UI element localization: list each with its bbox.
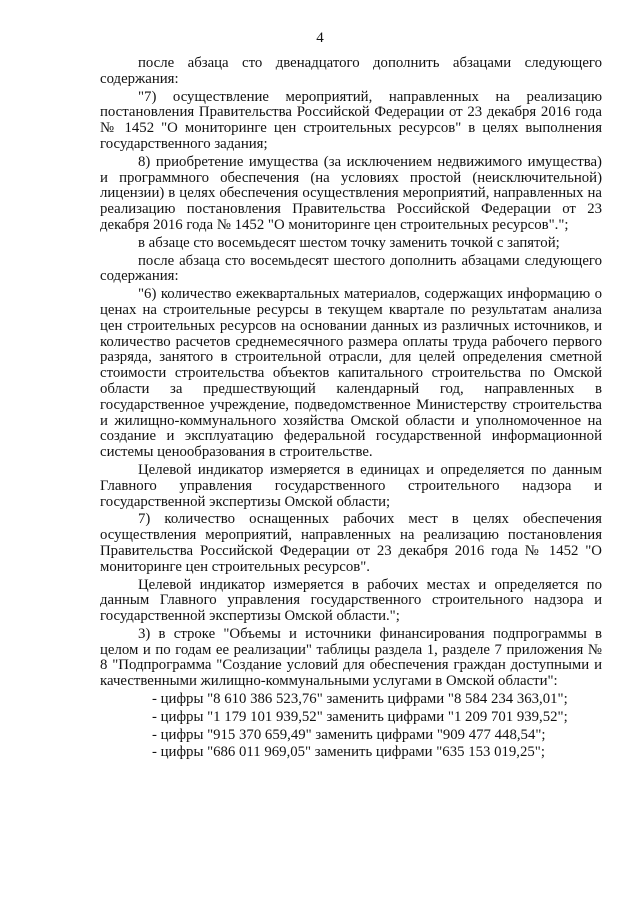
- paragraph-2: "7) осуществление мероприятий, направленных на реализацию постановления Правительства Российской Федерации от 23 декабря 2016 года № 1452 "О мониторинге цен строительных ресурсов" в целях выполнения государственного задания;: [100, 88, 602, 152]
- page-number: 4: [316, 30, 324, 46]
- paragraph-9: Целевой индикатор измеряется в рабочих местах и определяется по данным Главного управления государственного строительного надзора и государственной экспертизы Омской области.";: [100, 576, 602, 625]
- list-item-4: - цифры "686 011 969,05" заменить цифрами "635 153 019,25";: [152, 744, 545, 761]
- document-body: [100, 56, 602, 761]
- paragraph-6: "6) количество ежеквартальных материалов, содержащих информацию о ценах на строительные ресурсы в текущем квартале по результатам анализа цен строительных ресурсов на основании данных из различных источников, и количество расчетов среднемесячного размера оплаты труда рабочего первого разряда, занятого в строительной отрасли, для целей определения сметной стоимости строительства объектов капитального строительства по Омской области за предшествующий календарный год, направленных в государственное учреждение, подведомственное Министерству строительства и жилищно-коммунального хозяйства Омской области и уполномоченное на создание и эксплуатацию федеральной государственной информационной системы ценообразования в строительстве.: [100, 286, 602, 461]
- paragraph-5: после абзаца сто восемьдесят шестого дополнить абзацами следующего содержания:: [100, 252, 602, 285]
- list-item-2: - цифры "1 179 101 939,52" заменить цифрами "1 209 701 939,52";: [152, 708, 568, 725]
- paragraph-3: 8) приобретение имущества (за исключением недвижимого имущества) и программного обеспечения (на условиях простой (неисключительной) лицензии) в целях обеспечения осуществления мероприятий, направленных на реализацию постановления Правительства Российской Федерации от 23 декабря 2016 года № 1452 "О мониторинге цен строительных ресурсов".";: [100, 153, 602, 233]
- paragraph-8: 7) количество оснащенных рабочих мест в целях обеспечения осуществления мероприятий, направленных на реализацию постановления Правительства Российской Федерации от 23 декабря 2016 года № 1452 "О мониторинге цен строительных ресурсов".: [100, 511, 602, 575]
- paragraph-10: 3) в строке "Объемы и источники финансирования подпрограммы в целом и по годам ее реализации" таблицы раздела 1, разделе 7 приложения № 8 "Подпрограмма "Создание условий для обеспечения граждан доступными и качественными жилищно-коммунальными услугами в Омской области":: [100, 625, 602, 690]
- paragraph-7: Целевой индикатор измеряется в единицах и определяется по данным Главного управления государственного строительного надзора и государственной экспертизы Омской области;: [100, 461, 602, 510]
- list-item-3: - цифры "915 370 659,49" заменить цифрами "909 477 448,54";: [152, 726, 546, 743]
- paragraph-1: после абзаца сто двенадцатого дополнить абзацами следующего содержания:: [100, 55, 602, 87]
- paragraph-4: в абзаце сто восемьдесят шестом точку заменить точкой с запятой;: [138, 234, 560, 251]
- list-item-1: - цифры "8 610 386 523,76" заменить цифрами "8 584 234 363,01";: [152, 691, 568, 708]
